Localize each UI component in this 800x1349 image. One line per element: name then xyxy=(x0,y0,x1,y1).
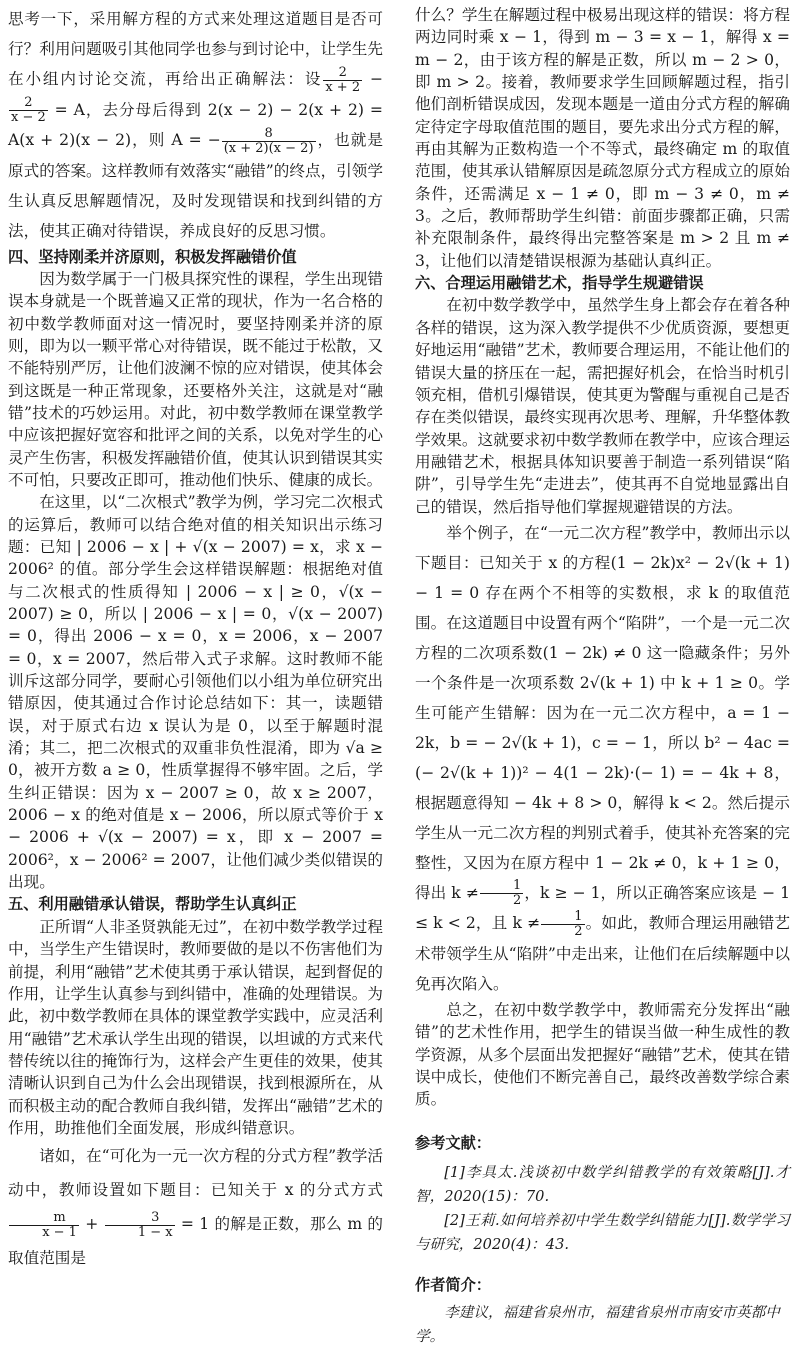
author-heading: 作者简介： xyxy=(415,1275,491,1294)
paragraph-fraction-equation: 诸如，在“可化为一元一次方程的分式方程”教学活动中，教师设置如下题目：已知关于 x 的分式方式 $\frac{m}{x - 1}$ + $\frac{3}{1 - x}$ = 1 的解是正数，那么 m 的取值范围是 xyxy=(8,1147,384,1268)
paragraph-quadratic-example: 举个例子，在“一元二次方程”教学中，教师出示以下题目：已知关于 x 的方程(1 − 2k)x² − 2√(k + 1) − 1 = 0 存在两个不相等的实数根，求 k 的取值范围。在这道题目中设置有两个“陷阱”，一个是一元二次方程的二次项系数(1 − 2k) ≠ 0 这一隐藏条件；另外一个条件是一次项系数 2√(k + 1) 中 k + 1 ≥ 0。学生可能产生错解：因为在一元二次方程中，a = 1 − 2k，b = − 2√(k + 1)，c = − 1，所以 b² − 4ac = (− 2√(k + 1))² − 4(1 − 2k)·(− 1) = − 4k + 8，根据题意得知 − 4k + 8 > 0，解得 k < 2。然后提示学生从一元二次方程的判别式着手，使其补充答案的完整性，又因为在原方程中 1 − 2k ≠ 0，k + 1 ≥ 0，得出 k ≠ $\frac{1}{2}$ ，k ≥ − 1，所以正确答案应该是 − 1 ≤ k < 2，且 k ≠ $\frac{1}{2}$ 。如此，教师合理运用融错艺术带领学生从“陷阱”中走出来，让他们在后续解题中以免再次陷入。 xyxy=(415,523,790,993)
fraction: $\frac{3}{1 - x}$ xyxy=(105,1211,175,1240)
right-column xyxy=(415,4,790,1349)
paragraph-principle: 因为数学属于一门极具探究性的课程，学生出现错误本身就是一个既普遍又正常的现状，作为一名合格的初中数学教师面对这一情况时，要坚持刚柔并济的原则，即为以一颗平常心对待错误，既不能过于松散，又不能特别严厉，让他们波澜不惊的应对错误，使其体会到这既是一种正常现象，还要格外关注，这就是对“融错”技术的巧妙运用。对此，初中数学教师在课堂教学中应该把握好宽容和批评之间的关系，以免对学生的心灵产生伤害，积极发挥融错价值，使其认识到错误其实不可怕，只要改正即可，推动他们快乐、健康的成长。 xyxy=(8,269,383,489)
section-heading-6: 六、合理运用融错艺术，指导学生规避错误 xyxy=(415,274,704,293)
paragraph-conclusion: 总之，在初中数学教学中，教师需充分发挥出“融错”的艺术性作用，把学生的错误当做一种生成性的教学资源，从多个层面出发把握好“融错”艺术，使其在错误中成长，使他们不断完善自己，最终改善数学综合素质。 xyxy=(415,1000,790,1109)
fraction: $\frac{1}{2}$ xyxy=(480,879,523,908)
paragraph-radical-example: 在这里，以“二次根式”教学为例，学习完二次根式的运算后，教师可以结合绝对值的相关知识出示练习题：已知 | 2006 − x | + √(x − 2007) = x，求 x − 2006² 的值。部分学生会这样错误解题：根据绝对值与二次根式的性质得知 | 2006 − x | ≥ 0，√(x − 2007) ≥ 0，所以 | 2006 − x | = 0，√(x − 2007) = 0，得出 2006 − x = 0，x = 2006，x − 2007 = 0，x = 2007，然后带入式子求解。这时教师不能训斥这部分同学，要耐心引领他们以小组为单位研究出错原因，使其通过合作讨论总结如下：其一，读题错误，对于原式右边 x 误认为是 0，以至于解题时混淆；其二，把二次根式的双重非负性混淆，即为 √a ≥ 0，被开方数 a ≥ 0，性质掌握得不够牢固。之后，学生纠正错误：因为 x − 2007 ≥ 0，故 x ≥ 2007，2006 − x 的绝对值是 x − 2006，所以原式等价于 x − 2006 + √(x − 2007) = x，即 x − 2007 = 2006²，x − 2006² = 2007，让他们减少类似错误的出现。 xyxy=(8,493,383,892)
fraction: $\frac{2}{x - 2}$ xyxy=(11,95,46,125)
paragraph-admit-errors: 正所谓“人非圣贤孰能无过”，在初中数学教学过程中，当学生产生错误时，教师要做的是以不伤害他们为前提，利用“融错”艺术使其勇于承认错误，起到督促的作用，让学生认真参与到纠错中，准确的处理错误。为此，初中数学教师在具体的课堂教学实践中，应灵活利用“融错”艺术承认学生出现的错误，以坦诚的方式来代替传统以往的掩饰行为，这样会产生更佳的效果，使其清晰认识到自己为什么会出现错误，找到根源所在，从而积极主动的配合教师自我纠错，发挥出“融错”艺术的作用，助推他们全面发展，形成纠错意识。 xyxy=(8,917,383,1137)
paragraph-text: 思考一下，采用解方程的方式来处理这道题目是否可行？利用问题吸引其他同学也参与到讨论中，让学生先在小组内讨论交流，再给出正确解法：设 xyxy=(8,10,383,88)
author-info: 李建议，福建省泉州市，福建省泉州市南安市英都中学。 xyxy=(415,1303,780,1345)
references-heading: 参考文献： xyxy=(415,1133,491,1152)
fraction: $\frac{m}{x - 1}$ xyxy=(9,1211,79,1240)
fraction: $\frac{8}{(x + 2)(x - 2)}$ xyxy=(223,125,314,156)
paragraph-error-traps: 在初中数学教学中，虽然学生身上都会存在着各种各样的错误，这为深入教学提供不少优质资源，要想更好地运用“融错”艺术，教师要合理运用，不能让他们的错误大量的挤压在一起，需把握好机会，在恰当时机引领充相，借机引爆错误，使其更为警醒与重视自己是否存在类似错误，最终实现再次思考、理解，升华整体教学效果。这就要求初中数学教师在教学中，应该合理运用融错艺术，根据具体知识要善于制造一系列错误“陷阱”，引导学生先“走进去”，使其再不自觉地显露出自己的错误，然后指导他们掌握规避错误的方法。 xyxy=(415,296,790,516)
paragraph-fraction-solution-continued: 什么？学生在解题过程中极易出现这样的错误：将方程两边同时乘 x − 1，得到 m − 3 = x − 1，解得 x = m − 2，由于该方程的解是正数，所以 m − 2 > 0，即 m > 2。接着，教师要求学生回顾解题过程，指引他们剖析错误成因，发现本题是一道由分式方程的解确定待定字母取值范围的题目，要先求出分式方程的解，再由其解为正数构造一个不等式，最终确定 m 的取值范围，使其承认错解原因是疏忽原分式方程成立的原始条件，还需满足 x − 1 ≠ 0，即 m − 3 ≠ 0，m ≠ 3。之后，教师帮助学生纠错：前面步骤都正确，只需补充限制条件，最终得出完整答案是 m > 2 且 m ≠ 3，让他们以清楚错误根源为基础认真纠正。 xyxy=(415,6,790,270)
reference-item: [1]李具太.浅谈初中数学纠错教学的有效策略[J].才智，2020(15)：70. xyxy=(415,1163,790,1205)
section-heading-4: 四、坚持刚柔并济原则，积极发挥融错价值 xyxy=(8,247,297,266)
reference-item: [2]王莉.如何培养初中学生数学纠错能力[J].数学学习与研究，2020(4)：43. xyxy=(415,1211,790,1253)
paragraph-fraction-solution: 思考一下，采用解方程的方式来处理这道题目是否可行？利用问题吸引其他同学也参与到讨论中，让学生先在小组内讨论交流，再给出正确解法：设 $\frac{2}{x + 2}$ − $\frac{2}{x - 2}$ = A，去分母后得到 2(x − 2) − 2(x + 2) = A(x + 2)(x − 2)，则 A = − $\frac{8}{(x + 2)(x - 2)}$ ，也就是原式的答案。这样教师有效落实“融错”的终点，引领学生认真反思解题情况，及时发现错误和找到纠错的方法，使其正确对待错误，养成良好的反思习惯。 xyxy=(8,10,383,240)
left-column xyxy=(8,4,383,1275)
fraction: $\frac{1}{2}$ xyxy=(541,910,584,939)
fraction: $\frac{2}{x + 2}$ xyxy=(325,64,361,95)
section-heading-5: 五、利用融错承认错误，帮助学生认真纠正 xyxy=(8,895,297,914)
